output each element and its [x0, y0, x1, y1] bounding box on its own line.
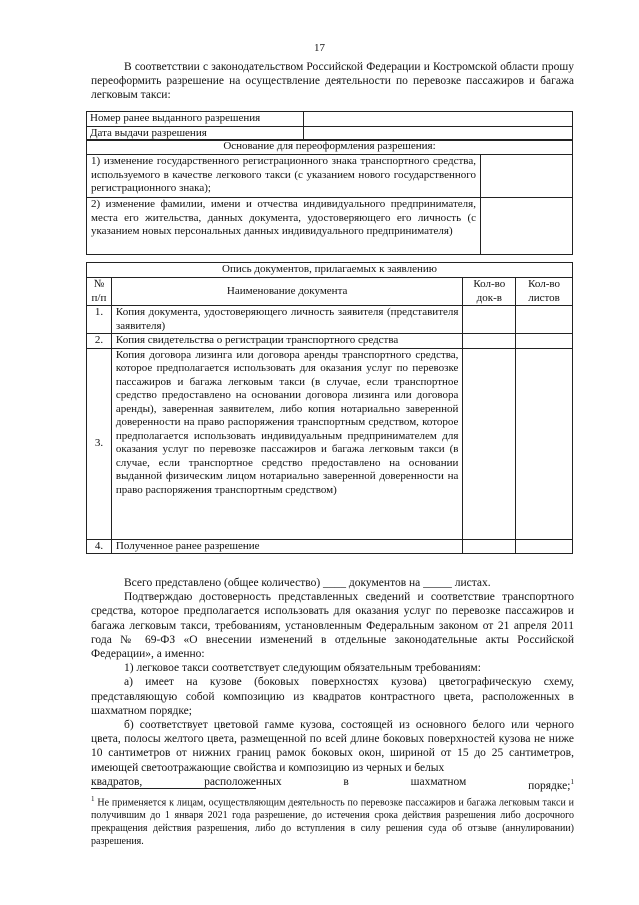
table-row — [87, 306, 573, 334]
issue-date-label: Дата выдачи разрешения — [87, 126, 304, 141]
footnote-divider — [91, 788, 256, 789]
page-number: 17 — [314, 42, 325, 54]
footnote — [91, 793, 574, 848]
word-with-footnote — [528, 775, 574, 793]
intro-paragraph: В соответствии с законодательством Российской Федерации и Костромской области прошу переоформить разрешение на осуществление деятельности по перевозке пассажиров и багажа легковым такси: — [91, 61, 574, 101]
footnote-ref: 1 — [570, 777, 574, 786]
row-num: 3. — [87, 348, 112, 539]
table-header-row — [87, 278, 573, 306]
col-name-header: Наименование документа — [111, 278, 463, 306]
confirm-paragraph: Подтверждаю достоверность представленных сведений и соответствие транспортного средства, которое предполагается использовать для оказания услуг по перевозке пассажиров и багажа легковым такси, требованиям, установленным Федеральным законом от 21 апреля 2011 года № 69-ФЗ «О внесении изменений в отдельные законодательные акты Российской Федерации», а именно: — [91, 591, 574, 661]
basis-header: Основание для переоформления разрешения: — [87, 140, 573, 155]
requirement-b: б) соответствует цветовой гамме кузова, состоящей из основного белого или черного цвета, полосы желтого цвета, размещенной по всей длине боковых поверхностей кузова не ниже 10 сантиметров от нижних границ рамок боковых окон, шириной от 15 до 25 сантиметров, имеющей светоотражающие свойства и композицию из черных и белых — [91, 719, 574, 774]
permit-number-label: Номер ранее выданного разрешения — [87, 112, 304, 127]
row-name: Копия договора лизинга или договора аренды транспортного средства, которое предполагается использовать для оказания услуг по перевозке пассажиров и багажа легковым такси (в случае, если транспортное средство предоставлено на основании договора лизинга или договора аренды), заверенная заявителем, либо копия нотариально заверенной доверенности на право распоряжения транспортным средством, которое предполагается использовать индивидуальным предпринимателем для оказания услуг по перевозке пассажиров и багажа легковым такси (в случае, если транспортное средство предоставлено на основании выданной физическим лицом нотариально заверенной доверенности на право распоряжения транспортным средством) — [111, 348, 463, 539]
footnote-mark: 1 — [91, 795, 95, 803]
row-num: 4. — [87, 539, 112, 554]
row-docs-count — [463, 306, 516, 334]
permit-info-table — [86, 111, 573, 141]
total-line: Всего представлено (общее количество) ____ документов на _____ листах. — [124, 577, 491, 589]
table-row — [87, 198, 573, 255]
col-sheets-header: Кол-во листов — [516, 278, 573, 306]
col-num-header: № п/п — [87, 278, 112, 306]
row-sheets-count — [516, 334, 573, 349]
basis-item-1: 1) изменение государственного регистрационного знака транспортного средства, используемого в качестве легкового такси (с указанием нового государственного регистрационного знака); — [87, 155, 481, 198]
table-row — [87, 539, 573, 554]
footnote-text: Не применяется к лицам, осуществляющим деятельность по перевозке пассажиров и багажа легковым такси и получившим до 1 января 2021 года разрешение, до истечения срока действия разрешения либо досрочного прекращения действия разрешения, либо до вступления в силу решения суда об отзыве (аннулировании) разрешения. — [91, 797, 575, 848]
body-section — [91, 576, 574, 793]
row-num: 2. — [87, 334, 112, 349]
word: шахматном — [410, 775, 467, 788]
table-row — [87, 334, 573, 349]
permit-number-field — [304, 112, 573, 127]
table-row — [87, 112, 573, 127]
requirements-intro: 1) легковое такси соответствует следующим обязательным требованиям: — [124, 662, 481, 675]
col-docs-header: Кол-во док-в — [463, 278, 516, 306]
docs-header: Опись документов, прилагаемых к заявлению — [87, 263, 573, 278]
row-sheets-count — [516, 306, 573, 334]
word: порядке; — [528, 779, 571, 792]
row-docs-count — [463, 334, 516, 349]
word: в — [343, 775, 349, 788]
documents-table — [86, 262, 573, 554]
word: расположенных — [204, 775, 282, 788]
table-row — [87, 155, 573, 198]
row-name: Полученное ранее разрешение — [111, 539, 463, 554]
row-name: Копия свидетельства о регистрации транспортного средства — [111, 334, 463, 349]
basis-item-2: 2) изменение фамилии, имени и отчества индивидуального предпринимателя, места его жительства, данных документа, удостоверяющего его личность (с указанием новых персональных данных индивидуального предпринимателя) — [87, 198, 481, 255]
basis-item-1-mark — [481, 155, 573, 198]
row-docs-count — [463, 539, 516, 554]
requirement-a: а) имеет на кузове (боковых поверхностях кузова) цветографическую схему, представляющую собой композицию из квадратов контрастного цвета, расположенных в шахматном порядке; — [91, 676, 574, 717]
basis-item-2-mark — [481, 198, 573, 255]
basis-table — [86, 139, 573, 255]
row-num: 1. — [87, 306, 112, 334]
row-sheets-count — [516, 348, 573, 539]
word: квадратов, — [91, 775, 143, 788]
requirement-b-last-line — [91, 775, 574, 793]
table-row — [87, 348, 573, 539]
row-name: Копия документа, удостоверяющего личность заявителя (представителя заявителя) — [111, 306, 463, 334]
row-sheets-count — [516, 539, 573, 554]
row-docs-count — [463, 348, 516, 539]
